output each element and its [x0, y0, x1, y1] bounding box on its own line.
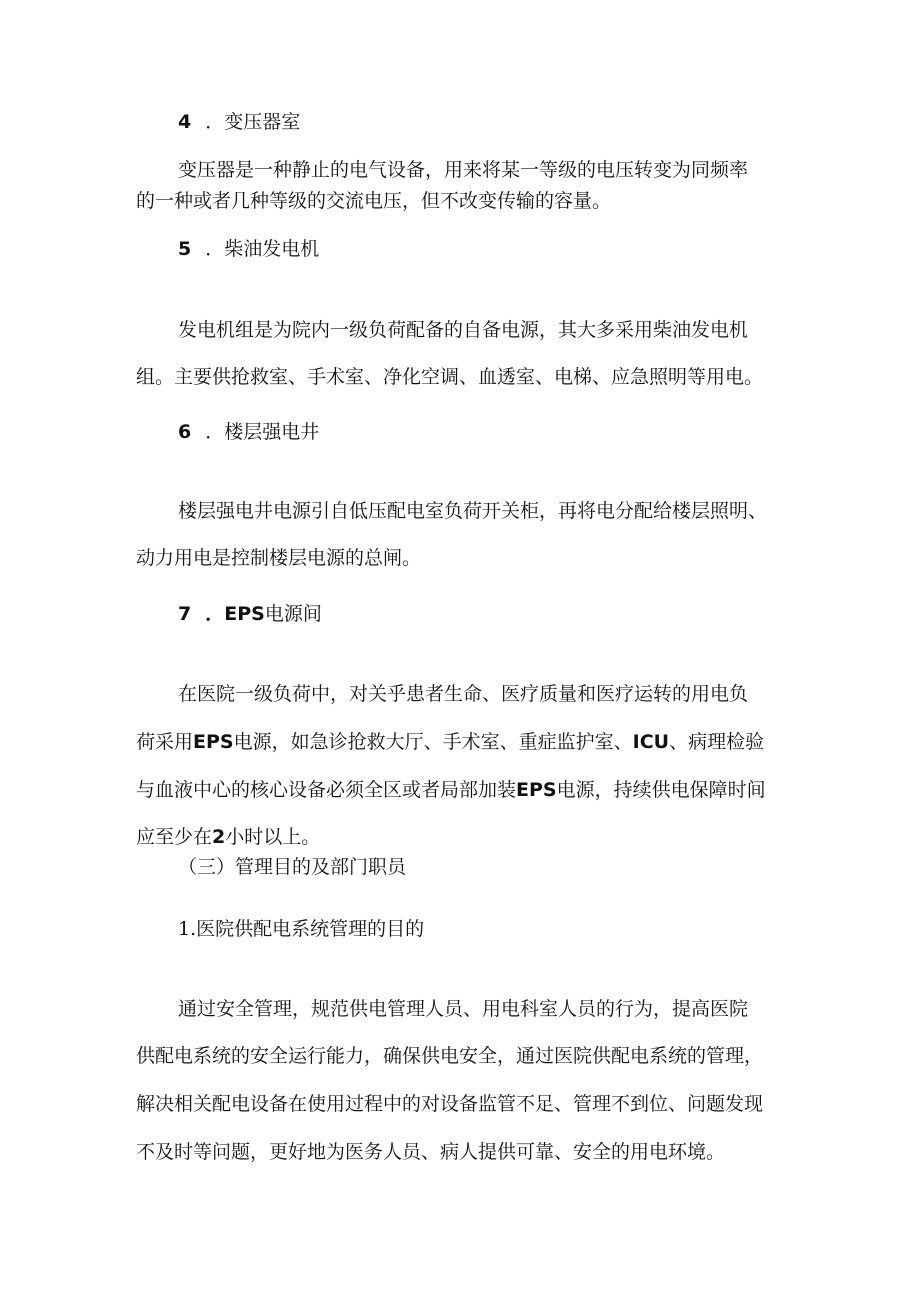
subsection-1-heading: 1.医院供配电系统管理的目的: [178, 918, 425, 940]
s7-l3-c: 电源，持续供电保障时间: [556, 779, 766, 801]
section-7-title-eps: EPS: [224, 603, 265, 625]
section-6-heading: [178, 420, 319, 444]
section-5-title: ．柴油发电机: [205, 238, 320, 260]
section-5-number: 5: [178, 238, 192, 260]
subsection-1-body-line-1: 通过安全管理，规范供电管理人员、用电科室人员的行为，提高医院: [178, 998, 749, 1020]
section-7-title-prefix: ．: [205, 603, 225, 625]
part-3-heading: （三）管理目的及部门职员: [178, 856, 407, 878]
section-5-body-line-2: 组。主要供抢救室、手术室、净化空调、血透室、电梯、应急照明等用电。: [136, 366, 764, 388]
section-7-body-line-3: [136, 778, 766, 802]
section-4-title: ．变压器室: [205, 111, 301, 133]
s7-l3-eps: EPS: [516, 779, 557, 801]
section-6-body-line-1: 楼层强电井电源引自低压配电室负荷开关柜，再将电分配给楼层照明、: [178, 500, 768, 522]
s7-l2-a: 荷采用: [136, 731, 194, 753]
s7-l4-2: 2: [212, 826, 226, 848]
s7-l2-eps: EPS: [193, 731, 234, 753]
section-4-number: 4: [178, 111, 192, 133]
section-7-heading: [178, 602, 322, 626]
subsection-1-body-line-3: 解决相关配电设备在使用过程中的对设备监管不足、管理不到位、问题发现: [136, 1093, 764, 1115]
section-4-body-line-1: 变压器是一种静止的电气设备，用来将某一等级的电压转变为同频率: [178, 159, 749, 181]
section-5-body-line-1: 发电机组是为院内一级负荷配备的自备电源，其大多采用柴油发电机: [178, 319, 749, 341]
section-7-body-line-2: [136, 730, 764, 754]
section-6-title: ．楼层强电井: [205, 421, 320, 443]
section-7-body-line-4: [136, 825, 320, 849]
section-6-body-line-2: 动力用电是控制楼层电源的总闸。: [136, 547, 422, 569]
section-7-body-line-1: 在医院一级负荷中，对关乎患者生命、医疗质量和医疗运转的用电负: [178, 683, 749, 705]
s7-l3-a: 与血液中心的核心设备必须全区或者局部加装: [136, 779, 517, 801]
section-7-number: 7: [178, 603, 192, 625]
subsection-1-body-line-2: 供配电系统的安全运行能力，确保供电安全，通过医院供配电系统的管理，: [136, 1045, 764, 1067]
s7-l4-a: 应至少在: [136, 826, 213, 848]
subsection-1-body-line-4: 不及时等问题，更好地为医务人员、病人提供可靠、安全的用电环境。: [136, 1141, 726, 1163]
section-4-heading: [178, 110, 300, 134]
s7-l2-icu: ICU: [632, 731, 670, 753]
section-5-heading: [178, 237, 319, 261]
s7-l4-c: 小时以上。: [225, 826, 321, 848]
section-7-title-rest: 电源间: [264, 603, 322, 625]
section-6-number: 6: [178, 421, 192, 443]
section-4-body-line-2: 的一种或者几种等级的交流电压，但不改变传输的容量。: [136, 190, 612, 212]
s7-l2-e: 、病理检验: [669, 731, 765, 753]
s7-l2-c: 电源，如急诊抢救大厅、手术室、重症监护室、: [233, 731, 633, 753]
